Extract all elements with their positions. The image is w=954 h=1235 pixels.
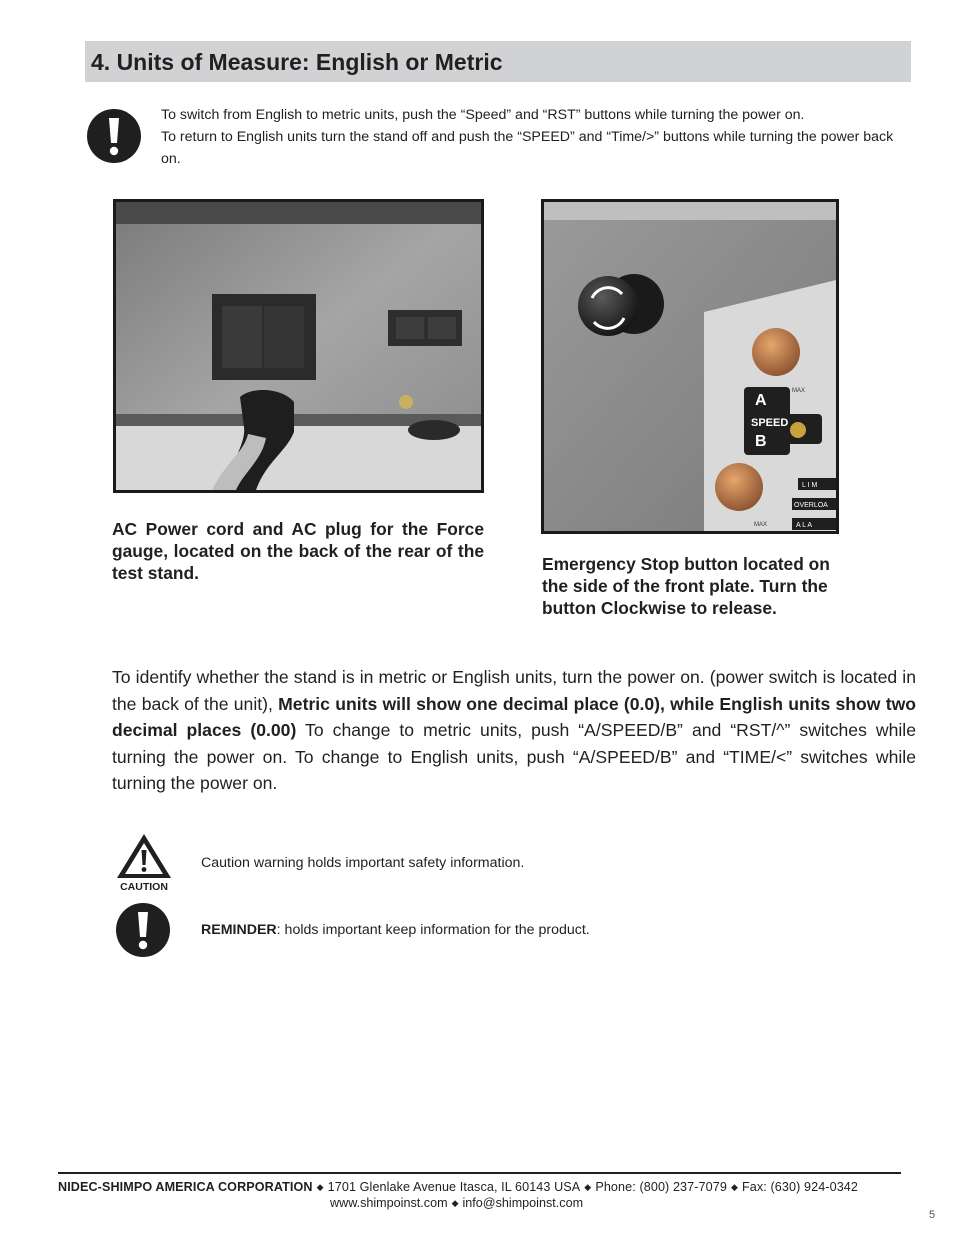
top-note — [161, 104, 901, 170]
speed-label: SPEED — [751, 417, 789, 429]
footer-phone: Phone: (800) 237-7079 — [595, 1180, 727, 1194]
units-instructions-bold: Metric units will show one decimal place (0.0), while English units show two decimal places (0.00) — [112, 693, 916, 741]
footer-email-link[interactable]: info@shimpoinst.com — [462, 1196, 584, 1210]
reminder-legend-icon — [115, 902, 171, 958]
section-header — [85, 41, 911, 82]
units-instructions-part2: To change to metric units, push “A/SPEED/B” and “RST/^” switches while turning the power on. To change to English units, push “A/SPEED/B” and “TIME/<” switches while turning the power on. — [112, 720, 916, 794]
footer-divider — [58, 1172, 901, 1174]
alarm-label: A L A — [796, 522, 813, 529]
max-label-1: MAX — [792, 388, 806, 394]
footer-fax: Fax: (630) 924-0342 — [742, 1180, 859, 1194]
emergency-stop-caption: Emergency Stop button located on the side of the front plate. Turn the button Clockwise to release. — [542, 554, 830, 618]
overload-label: OVERLOA — [794, 502, 828, 509]
footer-contact — [58, 1180, 904, 1194]
caution-icon-label: CAUTION — [120, 881, 168, 893]
max-label-2: MAX — [754, 522, 768, 528]
reminder-description — [201, 922, 590, 938]
power-cord-caption: AC Power cord and AC plug for the Force gauge, located on the back of the rear of the test stand. — [112, 519, 484, 583]
page-number: 5 — [929, 1209, 936, 1221]
footer-address: 1701 Glenlake Avenue Itasca, IL 60143 USA — [327, 1180, 581, 1194]
caution-icon — [113, 832, 175, 894]
footer-company: NIDEC-SHIMPO AMERICA CORPORATION — [58, 1180, 313, 1194]
footer-web — [330, 1196, 583, 1210]
footer-separator: ◆ — [730, 1182, 738, 1192]
top-note-line1: To switch from English to metric units, push the “Speed” and “RST” buttons while turning the power on. — [161, 107, 805, 123]
reminder-label: REMINDER — [201, 922, 277, 938]
footer-separator: ◆ — [584, 1182, 592, 1192]
section-title: 4. Units of Measure: English or Metric — [91, 49, 503, 75]
footer-separator: ◆ — [451, 1198, 459, 1208]
reminder-icon — [86, 108, 142, 164]
power-cord-photo — [113, 199, 484, 493]
limit-label: L I M — [802, 482, 818, 489]
speed-b-label: B — [755, 433, 767, 450]
speed-a-label: A — [755, 392, 767, 409]
emergency-stop-photo — [541, 199, 839, 534]
caution-description: Caution warning holds important safety information. — [201, 855, 525, 871]
footer-separator: ◆ — [316, 1182, 324, 1192]
footer-website-link[interactable]: www.shimpoinst.com — [330, 1196, 448, 1210]
units-instructions-part1: To identify whether the stand is in metric or English units, turn the power on. (power switch is located in the back of the unit), — [112, 667, 916, 714]
top-note-line2: To return to English units turn the stand off and push the “SPEED” and “Time/>” buttons while turning the power back on. — [161, 129, 894, 167]
reminder-text: : holds important keep information for the product. — [276, 922, 590, 938]
units-instructions — [112, 664, 916, 797]
